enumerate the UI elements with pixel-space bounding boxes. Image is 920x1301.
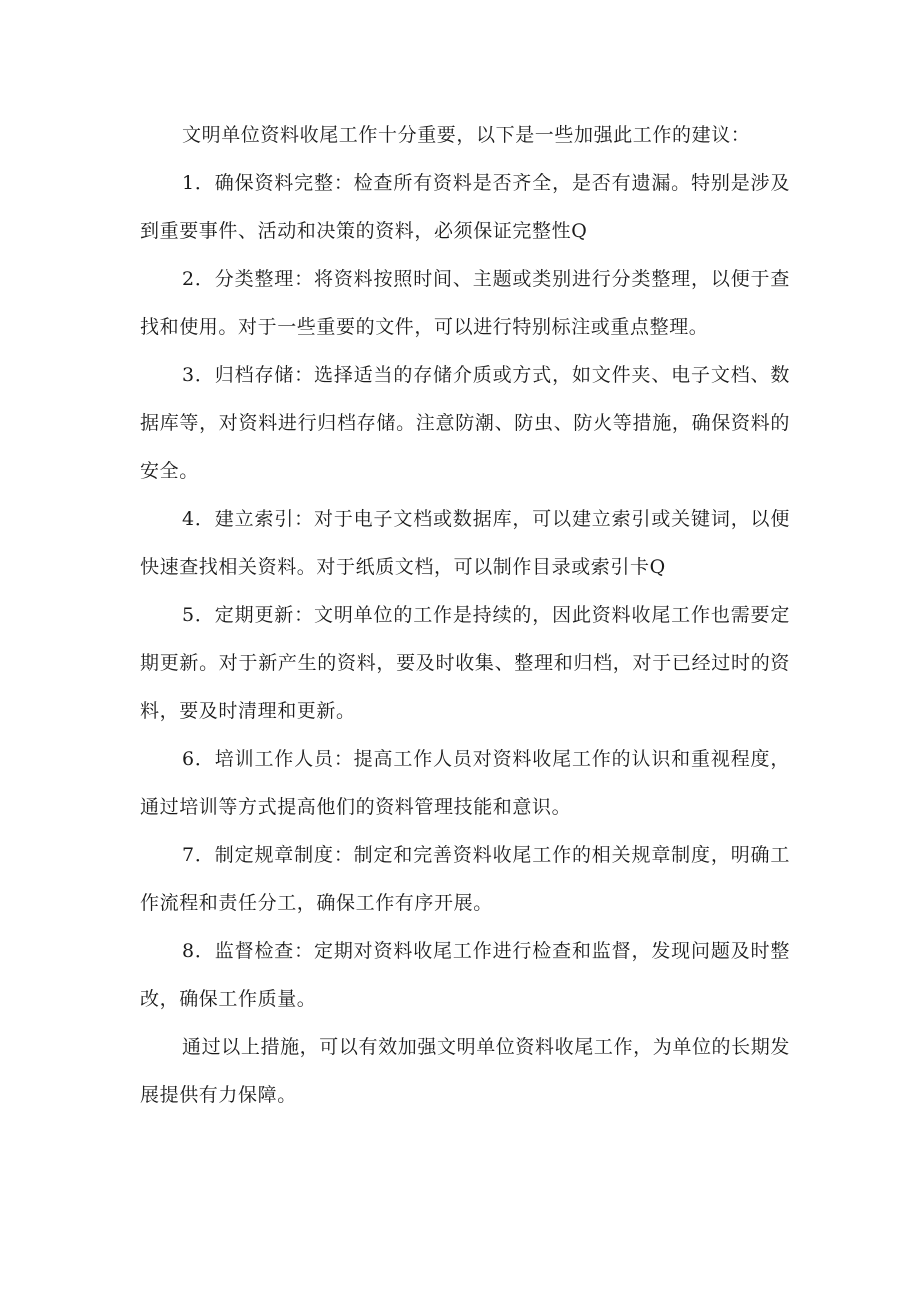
intro-paragraph: 文明单位资料收尾工作十分重要，以下是一些加强此工作的建议： — [182, 124, 751, 146]
document-body — [140, 111, 790, 1119]
item-paragraph-3: 3．归档存储：选择适当的存储介质或方式，如文件夹、电子文档、数据库等，对资料进行归档存储。注意防潮、防虫、防火等措施，确保资料的安全。 — [140, 364, 790, 482]
item-paragraph-6: 6．培训工作人员：提高工作人员对资料收尾工作的认识和重视程度，通过培训等方式提高他们的资料管理技能和意识。 — [140, 748, 790, 818]
item-paragraph-2: 2．分类整理：将资料按照时间、主题或类别进行分类整理，以便于查找和使用。对于一些重要的文件，可以进行特别标注或重点整理。 — [140, 268, 790, 338]
item-paragraph-5: 5．定期更新：文明单位的工作是持续的，因此资料收尾工作也需要定期更新。对于新产生的资料，要及时收集、整理和归档，对于已经过时的资料，要及时清理和更新。 — [140, 604, 790, 722]
conclusion-paragraph: 通过以上措施，可以有效加强文明单位资料收尾工作，为单位的长期发展提供有力保障。 — [140, 1036, 790, 1106]
item-paragraph-7: 7．制定规章制度：制定和完善资料收尾工作的相关规章制度，明确工作流程和责任分工，确保工作有序开展。 — [140, 844, 790, 914]
item-paragraph-8: 8．监督检查：定期对资料收尾工作进行检查和监督，发现问题及时整改，确保工作质量。 — [140, 940, 790, 1010]
item-paragraph-1: 1．确保资料完整：检查所有资料是否齐全，是否有遗漏。特别是涉及到重要事件、活动和决策的资料，必须保证完整性Q — [140, 172, 790, 242]
item-paragraph-4: 4．建立索引：对于电子文档或数据库，可以建立索引或关键词，以便快速查找相关资料。对于纸质文档，可以制作目录或索引卡Q — [140, 508, 790, 578]
